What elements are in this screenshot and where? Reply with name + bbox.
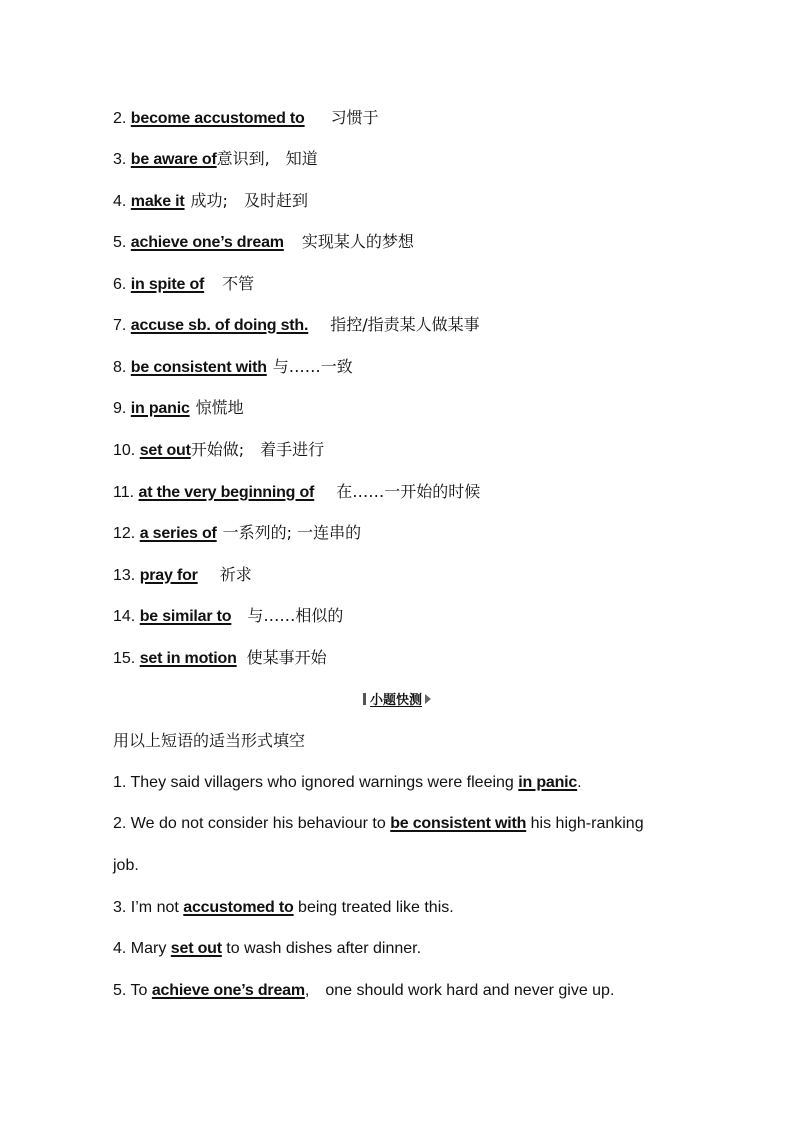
item-number: 8. xyxy=(113,359,127,376)
phrase-answer: in spite of xyxy=(130,276,205,293)
phrase-answer: be aware of xyxy=(130,151,217,168)
phrase-meaning: 在……一开始的时候 xyxy=(336,482,481,501)
instruction: 用以上短语的适当形式填空 xyxy=(113,731,306,750)
phrase-item xyxy=(113,108,379,129)
item-number: 3. xyxy=(113,899,127,916)
phrase-answer: achieve one’s dream xyxy=(130,234,284,251)
phrase-meaning: 意识到, 知道 xyxy=(216,149,318,168)
phrase-answer: a series of xyxy=(139,525,217,542)
phrase-item xyxy=(113,440,324,461)
phrase-answer: at the very beginning of xyxy=(138,484,315,501)
item-number: 9. xyxy=(113,400,127,417)
phrase-meaning: 惊慌地 xyxy=(195,398,244,417)
phrase-item xyxy=(113,398,244,419)
phrase-item xyxy=(113,482,480,503)
item-number: 15. xyxy=(113,650,136,667)
phrase-meaning: 不管 xyxy=(222,274,255,293)
phrase-meaning: 习惯于 xyxy=(330,108,379,127)
phrase-item xyxy=(113,606,343,627)
phrase-answer: pray for xyxy=(139,567,198,584)
item-number: 4. xyxy=(113,940,127,957)
item-number: 5. xyxy=(113,234,127,251)
phrase-meaning: 与……一致 xyxy=(272,357,353,376)
exercise-answer: set out xyxy=(170,940,222,957)
item-number: 14. xyxy=(113,608,136,625)
section-title: 小题快测 xyxy=(0,690,794,710)
exercise-item: 5. To achieve one’s dream, one should work hard and never give up. xyxy=(113,982,615,999)
phrase-item xyxy=(113,274,254,295)
phrase-item xyxy=(113,357,353,378)
phrase-meaning: 指控/指责某人做某事 xyxy=(330,315,480,334)
exercise-item: 2. We do not consider his behaviour to be consistent with his high-ranking xyxy=(113,815,644,832)
phrase-item xyxy=(113,315,480,336)
bar-marker-icon xyxy=(363,693,366,705)
item-number: 3. xyxy=(113,151,127,168)
item-number: 5. xyxy=(113,982,127,999)
phrase-answer: make it xyxy=(130,193,185,210)
phrase-item xyxy=(113,191,308,212)
exercise-continuation: job. xyxy=(113,857,139,874)
exercise-answer: be consistent with xyxy=(390,815,527,832)
phrase-item xyxy=(113,232,414,253)
phrase-meaning: 成功; 及时赶到 xyxy=(190,191,308,210)
item-number: 1. xyxy=(113,774,127,791)
phrase-answer: be consistent with xyxy=(130,359,267,376)
phrase-item xyxy=(113,149,318,170)
phrase-answer: be similar to xyxy=(139,608,232,625)
item-number: 10. xyxy=(113,442,136,459)
item-number: 2. xyxy=(113,815,127,832)
phrase-meaning: 实现某人的梦想 xyxy=(301,232,414,251)
phrase-meaning: 开始做; 着手进行 xyxy=(190,440,325,459)
exercise-item: 3. I’m not accustomed to being treated like this. xyxy=(113,899,454,916)
phrase-meaning: 使某事开始 xyxy=(246,648,327,667)
item-number: 7. xyxy=(113,317,127,334)
exercise-item: 4. Mary set out to wash dishes after dinner. xyxy=(113,940,422,957)
phrase-meaning: 一系列的; 一连串的 xyxy=(222,523,362,542)
item-number: 11. xyxy=(113,484,135,501)
phrase-meaning: 祈求 xyxy=(219,565,252,584)
phrase-item xyxy=(113,648,327,669)
item-number: 12. xyxy=(113,525,136,542)
item-number: 13. xyxy=(113,567,136,584)
item-number: 6. xyxy=(113,276,127,293)
phrase-answer: set in motion xyxy=(139,650,237,667)
exercise-answer: in panic xyxy=(518,774,578,791)
item-number: 2. xyxy=(113,110,127,127)
phrase-meaning: 与……相似的 xyxy=(247,606,344,625)
phrase-answer: accuse sb. of doing sth. xyxy=(130,317,309,334)
phrase-answer: in panic xyxy=(130,400,190,417)
triangle-right-icon xyxy=(425,694,431,704)
exercise-answer: achieve one’s dream xyxy=(151,982,305,999)
phrase-item xyxy=(113,523,361,544)
exercise-item: 1. They said villagers who ignored warnings were fleeing in panic. xyxy=(113,774,582,791)
phrase-item xyxy=(113,565,252,586)
item-number: 4. xyxy=(113,193,127,210)
phrase-answer: become accustomed to xyxy=(130,110,305,127)
exercise-answer: accustomed to xyxy=(183,899,294,916)
phrase-answer: set out xyxy=(139,442,191,459)
